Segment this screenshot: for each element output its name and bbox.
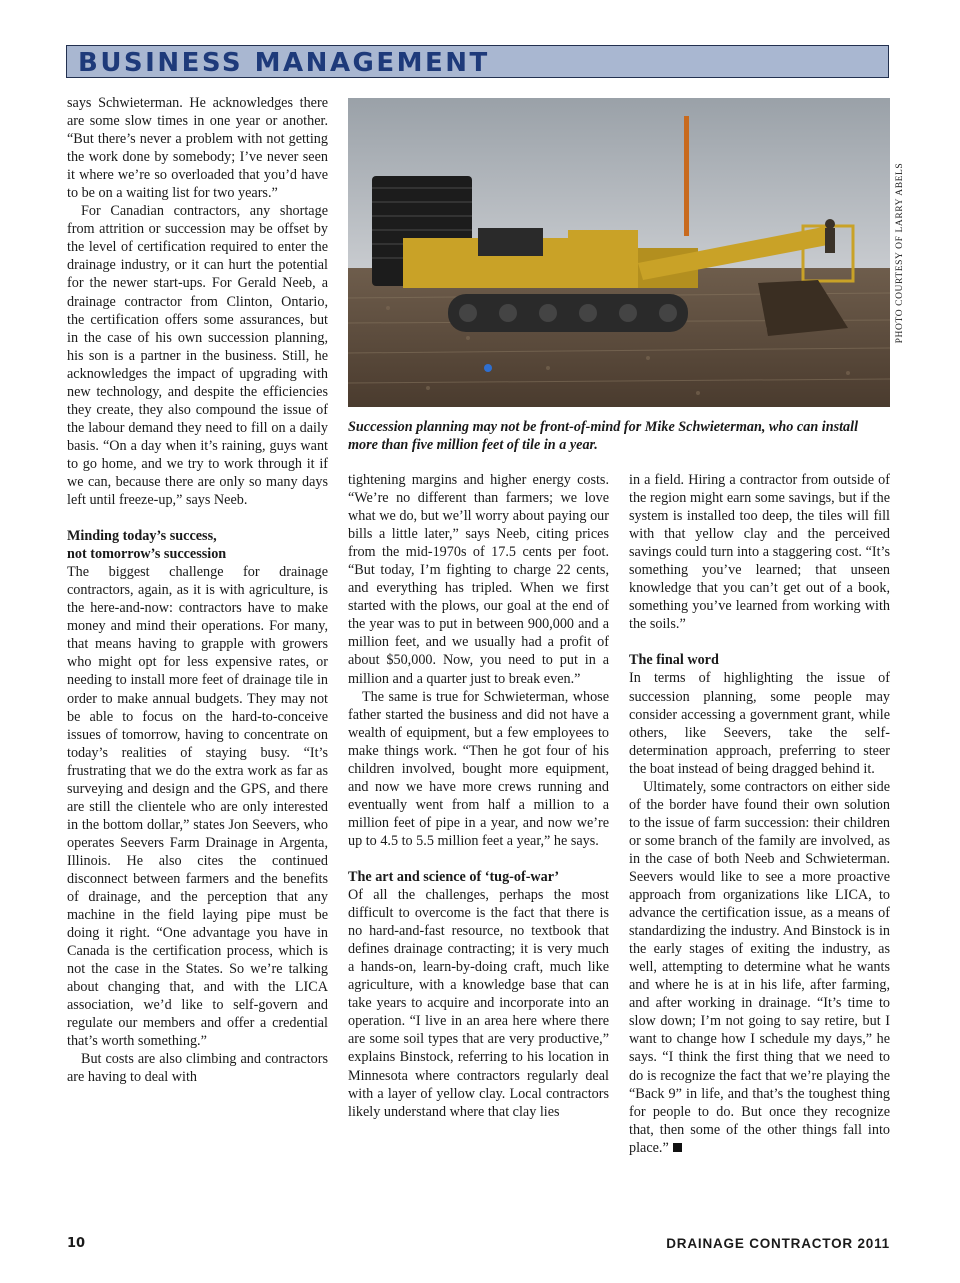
subheading-tug-of-war: The art and science of ‘tug-of-war’ xyxy=(348,868,560,885)
section-header xyxy=(66,45,889,78)
paragraph: The biggest challenge for drainage contractors, again, as it is with agriculture, is the here-and-now: contractors have to make money and mind their operations. For many, that means having to grapple with growers who might opt for less expensive rates, or needing to install more feet of drainage tile in order to make annual budgets. They may not be able to focus on the hard-to-conceive issues of tomorrow, having to concentrate on today’s realities of staying busy. “It’s frustrating that we do the extra work as far as surveying and design and the GPS, and there are still the clientele who are only interested in the bottom dollar,” states Jon Seevers, who operates Seevers Farm Drainage in Argenta, Illinois. He also cites the continued disconnect between farmers and the benefits of drainage, and the perception that any machine in the field laying pipe must be doing it right. “One advantage you have in Canada is the certification process, which is not the case in the States. So we’re talking about changing that, and with the LICA association, we’d like to self-govern and regulate our members and offer a credential that’s worth something.” xyxy=(67,564,328,1050)
paragraph: Of all the challenges, perhaps the most difficult to overcome is the fact that there is no hard-and-fast resource, no textbook that defines drainage contracting; it is very much a hands-on, learn-by-doing craft, much like agriculture, with a knowledge base that can take years to acquire and incorporate into an operation. “I live in an area here where there are some soil types that are very productive,” explains Binstock, referring to his location in Minnesota where contractors regularly deal with a layer of yellow clay. Local contractors likely understand where that clay lies xyxy=(348,887,609,1120)
page-number: 10 xyxy=(67,1236,86,1251)
photo-credit: PHOTO COURTESY OF LARRY ABELS xyxy=(895,162,905,343)
publication-name: DRAINAGE CONTRACTOR 2011 xyxy=(666,1236,890,1251)
tile-plow-photo xyxy=(348,98,890,407)
photo-caption: Succession planning may not be front-of-mind for Mike Schwieterman, who can install more than five million feet of tile in a year. xyxy=(348,419,859,453)
paragraph: In terms of highlighting the issue of succession planning, some people may consider accessing a government grant, while others, like Seevers, take the self-determination approach, preferring to steer the boat instead of being dragged behind it. xyxy=(629,670,890,777)
end-mark-icon xyxy=(673,1143,682,1152)
paragraph: For Canadian contractors, any shortage from attrition or succession may be offset by the level of certification required to enter the drainage industry, or it can hurt the potential for the newer start-ups. For Gerald Neeb, a drainage contractor from Clinton, Ontario, the certification offers some assurances, but in the case of his own succession planning, his son is a partner in the business. Still, he acknowledges the impact of upgrading with new technology, and despite the efficiencies they create, they also compound the issue of the labour demand they need to fill on a daily basis. “On a day when it’s raining, guys want to go home, and we try to work through it if we can, because there are only so many days left until freeze-up,” says Neeb. xyxy=(67,203,328,509)
paragraph: But costs are also climbing and contractors are having to deal with xyxy=(67,1051,328,1086)
column-3 xyxy=(629,471,890,1157)
column-1 xyxy=(67,94,328,1087)
paragraph-final: Ultimately, some contractors on either side of the border have found their own solution to the issue of farm succession: their children or some branch of the family are involved, as in the case of both Neeb and Schwieterman. Seevers would like to see a more proactive approach from organizations like LICA, to advance the certification issue, as a means of standardizing the industry. And Binstock is in the early stages of exiting the industry, as well, attempting to determine what he wants and where he is at in his life, after farming, and after working in drainage. “It’s time to slow down; I’m not going to say retire, but I want to change how I schedule my days,” he says. “I think the first thing that we need to do is recognize the fact that we’re playing the “Back 9” in life, and that’s the toughest thing for people to do. But once they recognize that, then some of the other things fall into place.” xyxy=(629,778,890,1156)
paragraph: The same is true for Schwieterman, whose father started the business and did not have a wealth of equipment, but a few employees to make things work. “Then he got four of his children involved, bought more equipment, and now we have more crews running and eventually went from half a million to a million feet of pipe in a year, and now we’re up to 4.5 to 5.5 million feet a year,” he says. xyxy=(348,688,609,849)
column-2 xyxy=(348,471,609,1121)
paragraph: says Schwieterman. He acknowledges there are some slow times in one year or another. “But there’s never a problem with not getting the work done by somebody; I’ve never seen it where we’re so overloaded that you’d have to be on a waiting list for two years.” xyxy=(67,95,328,202)
section-title: BUSINESS MANAGEMENT xyxy=(78,48,490,78)
paragraph: in a field. Hiring a contractor from outside of the region might earn some savings, but if the system is installed too deep, the tiles will fill with that yellow clay and the perceived savings could turn into a staggering cost. “It’s something you’ve learned; that unseen knowledge that you can’t get out of a book, something you’ve learned from working with the soils.” xyxy=(629,472,890,633)
subheading-minding-success: Minding today’s success, not tomorrow’s succession xyxy=(67,528,227,563)
subheading-final-word: The final word xyxy=(629,652,719,669)
paragraph: tightening margins and higher energy costs. “We’re no different than farmers; we love what we do, but we’ll worry about paying our bills a little later,” says Neeb, citing prices from the mid-1970s of 17.5 cents per foot. “But today, I’m fighting to charge 22 cents, and everything has tripled. When we first started with the plows, our goal at the end of the year was to put in between 900,000 and a million feet, and we usually had a profit of about $50,000. Now, you need to put in a million and a quarter just to break even.” xyxy=(348,472,609,687)
